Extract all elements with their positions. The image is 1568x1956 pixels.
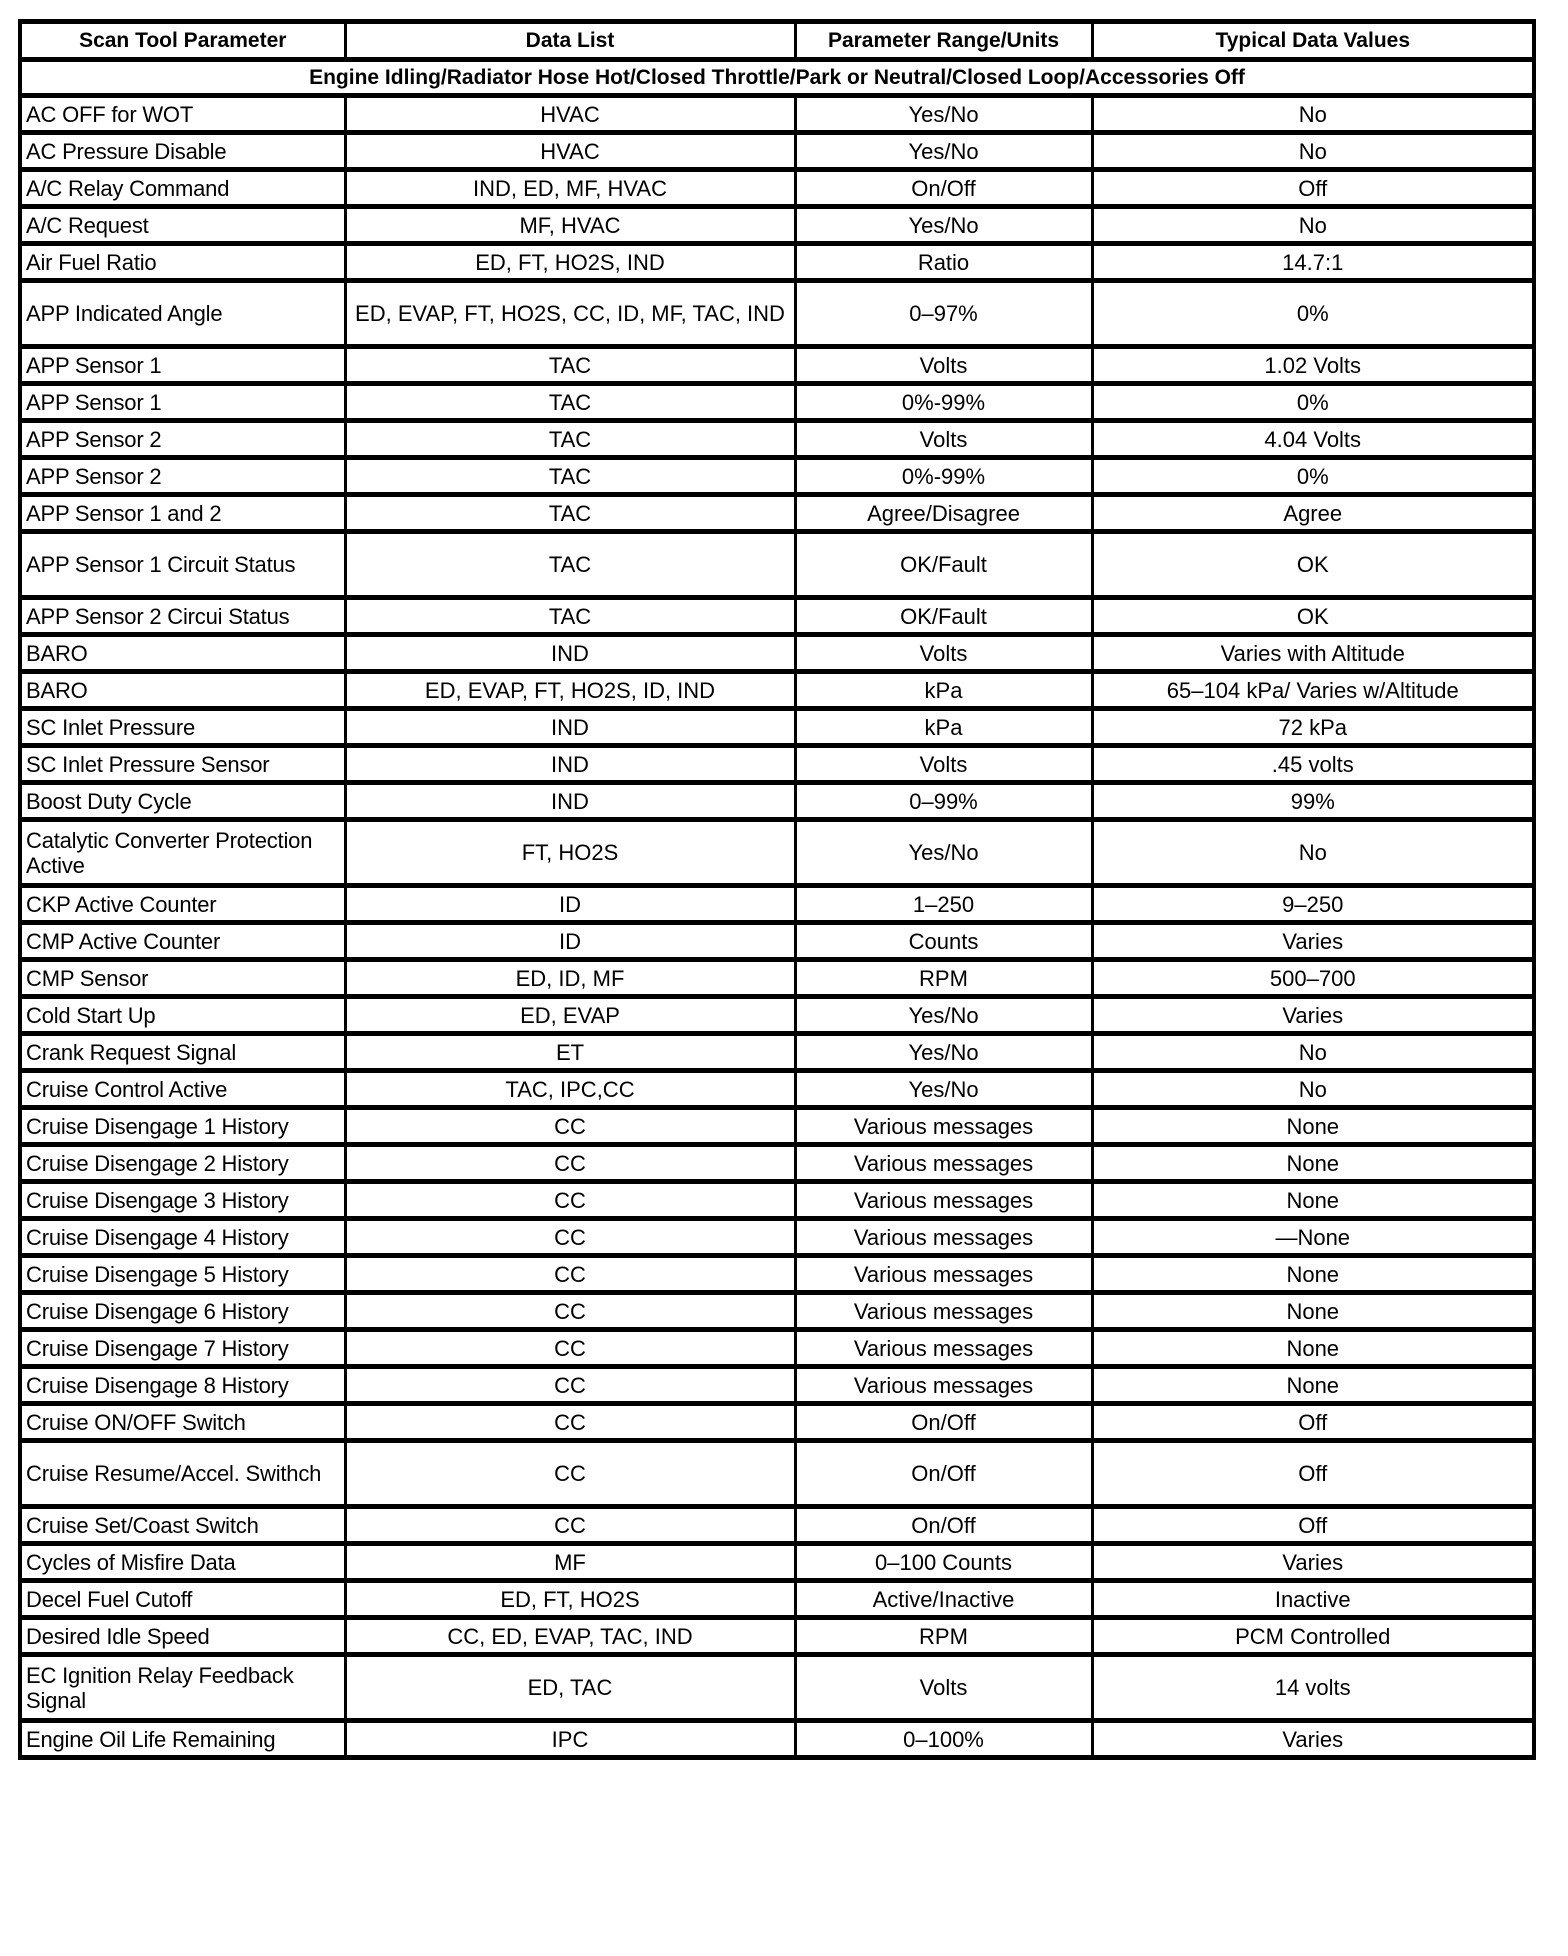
parameter-name-cell: Cruise Disengage 5 History [20, 1256, 345, 1293]
data-list-cell: IND [345, 709, 795, 746]
data-list-cell: ET [345, 1034, 795, 1071]
section-row [20, 60, 1534, 96]
table-row [20, 746, 1534, 783]
data-list-cell: HVAC [345, 133, 795, 170]
range-units-cell: 0–100% [795, 1721, 1092, 1758]
range-units-cell: 0–97% [795, 281, 1092, 347]
typical-value-cell: 4.04 Volts [1092, 421, 1534, 458]
typical-value-cell: Varies [1092, 1721, 1534, 1758]
data-list-cell: CC [345, 1219, 795, 1256]
range-units-cell: Various messages [795, 1330, 1092, 1367]
data-list-cell: TAC [345, 598, 795, 635]
typical-value-cell: No [1092, 133, 1534, 170]
typical-value-cell: OK [1092, 532, 1534, 598]
range-units-cell: Active/Inactive [795, 1581, 1092, 1618]
data-list-cell: IPC [345, 1721, 795, 1758]
table-row [20, 1404, 1534, 1441]
range-units-cell: Various messages [795, 1145, 1092, 1182]
data-list-cell: CC [345, 1145, 795, 1182]
table-row [20, 1618, 1534, 1655]
data-list-cell: HVAC [345, 96, 795, 133]
data-list-cell: ED, FT, HO2S [345, 1581, 795, 1618]
header-parameter-range-units: Parameter Range/Units [795, 22, 1092, 60]
table-row [20, 1108, 1534, 1145]
parameter-name-cell: Cruise Disengage 2 History [20, 1145, 345, 1182]
data-list-cell: CC [345, 1404, 795, 1441]
range-units-cell: Various messages [795, 1182, 1092, 1219]
range-units-cell: kPa [795, 672, 1092, 709]
typical-value-cell: Varies [1092, 1544, 1534, 1581]
data-list-cell: IND [345, 783, 795, 820]
typical-value-cell: Agree [1092, 495, 1534, 532]
parameter-name-cell: Cruise Set/Coast Switch [20, 1507, 345, 1544]
table-row [20, 1441, 1534, 1507]
typical-value-cell: None [1092, 1256, 1534, 1293]
table-row [20, 598, 1534, 635]
typical-value-cell: Off [1092, 1404, 1534, 1441]
typical-value-cell: None [1092, 1367, 1534, 1404]
data-list-cell: ED, EVAP [345, 997, 795, 1034]
table-row [20, 1145, 1534, 1182]
typical-value-cell: 0% [1092, 281, 1534, 347]
table-row [20, 384, 1534, 421]
header-scan-tool-parameter: Scan Tool Parameter [20, 22, 345, 60]
parameter-name-cell: APP Sensor 1 and 2 [20, 495, 345, 532]
parameter-name-cell: APP Sensor 2 [20, 421, 345, 458]
parameter-name-cell: Crank Request Signal [20, 1034, 345, 1071]
parameter-name-cell: Air Fuel Ratio [20, 244, 345, 281]
typical-value-cell: No [1092, 1034, 1534, 1071]
table-row [20, 960, 1534, 997]
range-units-cell: RPM [795, 1618, 1092, 1655]
table-row [20, 1721, 1534, 1758]
table-row [20, 495, 1534, 532]
table-row [20, 421, 1534, 458]
table-row [20, 886, 1534, 923]
parameter-name-cell: Cruise Control Active [20, 1071, 345, 1108]
table-row [20, 170, 1534, 207]
data-list-cell: FT, HO2S [345, 820, 795, 886]
parameter-name-cell: APP Sensor 2 [20, 458, 345, 495]
table-row [20, 1367, 1534, 1404]
table-row [20, 997, 1534, 1034]
parameter-name-cell: BARO [20, 635, 345, 672]
range-units-cell: Various messages [795, 1219, 1092, 1256]
parameter-name-cell: A/C Relay Command [20, 170, 345, 207]
table-row [20, 1034, 1534, 1071]
data-list-cell: TAC [345, 532, 795, 598]
range-units-cell: 0–100 Counts [795, 1544, 1092, 1581]
typical-value-cell: Varies with Altitude [1092, 635, 1534, 672]
parameter-name-cell: Engine Oil Life Remaining [20, 1721, 345, 1758]
table-row [20, 1182, 1534, 1219]
scan-tool-data-table [18, 19, 1536, 1760]
parameter-name-cell: EC Ignition Relay Feedback Signal [20, 1655, 345, 1721]
table-row [20, 1256, 1534, 1293]
range-units-cell: 0%-99% [795, 458, 1092, 495]
data-list-cell: ID [345, 886, 795, 923]
range-units-cell: Counts [795, 923, 1092, 960]
table-row [20, 244, 1534, 281]
range-units-cell: RPM [795, 960, 1092, 997]
range-units-cell: 0%-99% [795, 384, 1092, 421]
data-list-cell: TAC, IPC,CC [345, 1071, 795, 1108]
table-row [20, 783, 1534, 820]
data-list-cell: TAC [345, 458, 795, 495]
range-units-cell: Ratio [795, 244, 1092, 281]
parameter-name-cell: Cruise Disengage 1 History [20, 1108, 345, 1145]
data-list-cell: CC [345, 1367, 795, 1404]
table-row [20, 820, 1534, 886]
typical-value-cell: OK [1092, 598, 1534, 635]
range-units-cell: Volts [795, 746, 1092, 783]
section-title: Engine Idling/Radiator Hose Hot/Closed Throttle/Park or Neutral/Closed Loop/Accessories Off [20, 60, 1534, 96]
table-row [20, 532, 1534, 598]
range-units-cell: Volts [795, 1655, 1092, 1721]
typical-value-cell: No [1092, 96, 1534, 133]
parameter-name-cell: Cold Start Up [20, 997, 345, 1034]
parameter-name-cell: BARO [20, 672, 345, 709]
typical-value-cell: None [1092, 1145, 1534, 1182]
table-row [20, 1071, 1534, 1108]
data-list-cell: ED, TAC [345, 1655, 795, 1721]
data-list-cell: ED, ID, MF [345, 960, 795, 997]
parameter-name-cell: A/C Request [20, 207, 345, 244]
table-row [20, 1293, 1534, 1330]
typical-value-cell: 0% [1092, 458, 1534, 495]
table-row [20, 1655, 1534, 1721]
typical-value-cell: Off [1092, 1507, 1534, 1544]
typical-value-cell: Inactive [1092, 1581, 1534, 1618]
parameter-name-cell: AC Pressure Disable [20, 133, 345, 170]
typical-value-cell: No [1092, 1071, 1534, 1108]
parameter-name-cell: APP Sensor 2 Circui Status [20, 598, 345, 635]
parameter-name-cell: APP Sensor 1 [20, 347, 345, 384]
parameter-name-cell: Cruise Disengage 3 History [20, 1182, 345, 1219]
range-units-cell: kPa [795, 709, 1092, 746]
data-list-cell: MF, HVAC [345, 207, 795, 244]
header-data-list: Data List [345, 22, 795, 60]
typical-value-cell: 65–104 kPa/ Varies w/Altitude [1092, 672, 1534, 709]
data-list-cell: CC [345, 1182, 795, 1219]
parameter-name-cell: Catalytic Converter Protection Active [20, 820, 345, 886]
table-row [20, 1581, 1534, 1618]
range-units-cell: Volts [795, 635, 1092, 672]
typical-value-cell: —None [1092, 1219, 1534, 1256]
parameter-name-cell: Desired Idle Speed [20, 1618, 345, 1655]
typical-value-cell: 1.02 Volts [1092, 347, 1534, 384]
data-list-cell: TAC [345, 347, 795, 384]
typical-value-cell: None [1092, 1182, 1534, 1219]
typical-value-cell: Varies [1092, 997, 1534, 1034]
parameter-name-cell: AC OFF for WOT [20, 96, 345, 133]
typical-value-cell: Off [1092, 1441, 1534, 1507]
parameter-name-cell: APP Sensor 1 Circuit Status [20, 532, 345, 598]
typical-value-cell: No [1092, 820, 1534, 886]
range-units-cell: Yes/No [795, 96, 1092, 133]
table-body [20, 60, 1534, 1758]
range-units-cell: Yes/No [795, 1034, 1092, 1071]
table-row [20, 672, 1534, 709]
parameter-name-cell: Cruise Disengage 6 History [20, 1293, 345, 1330]
typical-value-cell: None [1092, 1108, 1534, 1145]
typical-value-cell: None [1092, 1293, 1534, 1330]
table-row [20, 347, 1534, 384]
range-units-cell: Various messages [795, 1256, 1092, 1293]
table-row [20, 96, 1534, 133]
table-row [20, 207, 1534, 244]
data-list-cell: IND [345, 635, 795, 672]
table-row [20, 458, 1534, 495]
table-row [20, 923, 1534, 960]
range-units-cell: Agree/Disagree [795, 495, 1092, 532]
parameter-name-cell: Cruise Disengage 8 History [20, 1367, 345, 1404]
data-list-cell: ED, EVAP, FT, HO2S, ID, IND [345, 672, 795, 709]
range-units-cell: Various messages [795, 1108, 1092, 1145]
range-units-cell: 0–99% [795, 783, 1092, 820]
typical-value-cell: 72 kPa [1092, 709, 1534, 746]
table-row [20, 635, 1534, 672]
typical-value-cell: No [1092, 207, 1534, 244]
data-list-cell: ID [345, 923, 795, 960]
data-list-cell: CC [345, 1441, 795, 1507]
data-list-cell: CC [345, 1293, 795, 1330]
data-list-cell: TAC [345, 495, 795, 532]
range-units-cell: Volts [795, 421, 1092, 458]
typical-value-cell: Off [1092, 170, 1534, 207]
parameter-name-cell: CKP Active Counter [20, 886, 345, 923]
range-units-cell: Yes/No [795, 207, 1092, 244]
parameter-name-cell: Cruise Resume/Accel. Swithch [20, 1441, 345, 1507]
parameter-name-cell: SC Inlet Pressure Sensor [20, 746, 345, 783]
data-list-cell: MF [345, 1544, 795, 1581]
parameter-name-cell: Cruise ON/OFF Switch [20, 1404, 345, 1441]
range-units-cell: On/Off [795, 1441, 1092, 1507]
typical-value-cell: PCM Controlled [1092, 1618, 1534, 1655]
table-row [20, 1544, 1534, 1581]
range-units-cell: Yes/No [795, 820, 1092, 886]
data-list-cell: CC [345, 1256, 795, 1293]
table-row [20, 1219, 1534, 1256]
parameter-name-cell: Cycles of Misfire Data [20, 1544, 345, 1581]
range-units-cell: OK/Fault [795, 598, 1092, 635]
table-row [20, 133, 1534, 170]
table-row [20, 1330, 1534, 1367]
parameter-name-cell: Boost Duty Cycle [20, 783, 345, 820]
parameter-name-cell: CMP Sensor [20, 960, 345, 997]
data-list-cell: IND, ED, MF, HVAC [345, 170, 795, 207]
table-row [20, 709, 1534, 746]
typical-value-cell: 500–700 [1092, 960, 1534, 997]
typical-value-cell: 9–250 [1092, 886, 1534, 923]
range-units-cell: Various messages [795, 1293, 1092, 1330]
table-row [20, 1507, 1534, 1544]
range-units-cell: Yes/No [795, 1071, 1092, 1108]
range-units-cell: Yes/No [795, 997, 1092, 1034]
data-list-cell: ED, FT, HO2S, IND [345, 244, 795, 281]
data-list-cell: CC [345, 1108, 795, 1145]
range-units-cell: Volts [795, 347, 1092, 384]
range-units-cell: On/Off [795, 170, 1092, 207]
parameter-name-cell: APP Sensor 1 [20, 384, 345, 421]
data-list-cell: TAC [345, 421, 795, 458]
parameter-name-cell: SC Inlet Pressure [20, 709, 345, 746]
range-units-cell: On/Off [795, 1507, 1092, 1544]
range-units-cell: 1–250 [795, 886, 1092, 923]
typical-value-cell: 14 volts [1092, 1655, 1534, 1721]
data-list-cell: CC, ED, EVAP, TAC, IND [345, 1618, 795, 1655]
typical-value-cell: None [1092, 1330, 1534, 1367]
range-units-cell: On/Off [795, 1404, 1092, 1441]
data-list-cell: IND [345, 746, 795, 783]
typical-value-cell: .45 volts [1092, 746, 1534, 783]
header-typical-data-values: Typical Data Values [1092, 22, 1534, 60]
header-row [20, 22, 1534, 60]
data-list-cell: ED, EVAP, FT, HO2S, CC, ID, MF, TAC, IND [345, 281, 795, 347]
table-row [20, 281, 1534, 347]
typical-value-cell: 14.7:1 [1092, 244, 1534, 281]
parameter-name-cell: Cruise Disengage 7 History [20, 1330, 345, 1367]
range-units-cell: OK/Fault [795, 532, 1092, 598]
parameter-name-cell: CMP Active Counter [20, 923, 345, 960]
typical-value-cell: Varies [1092, 923, 1534, 960]
parameter-name-cell: Cruise Disengage 4 History [20, 1219, 345, 1256]
data-list-cell: TAC [345, 384, 795, 421]
typical-value-cell: 99% [1092, 783, 1534, 820]
data-list-cell: CC [345, 1507, 795, 1544]
range-units-cell: Yes/No [795, 133, 1092, 170]
range-units-cell: Various messages [795, 1367, 1092, 1404]
typical-value-cell: 0% [1092, 384, 1534, 421]
parameter-name-cell: Decel Fuel Cutoff [20, 1581, 345, 1618]
parameter-name-cell: APP Indicated Angle [20, 281, 345, 347]
data-list-cell: CC [345, 1330, 795, 1367]
